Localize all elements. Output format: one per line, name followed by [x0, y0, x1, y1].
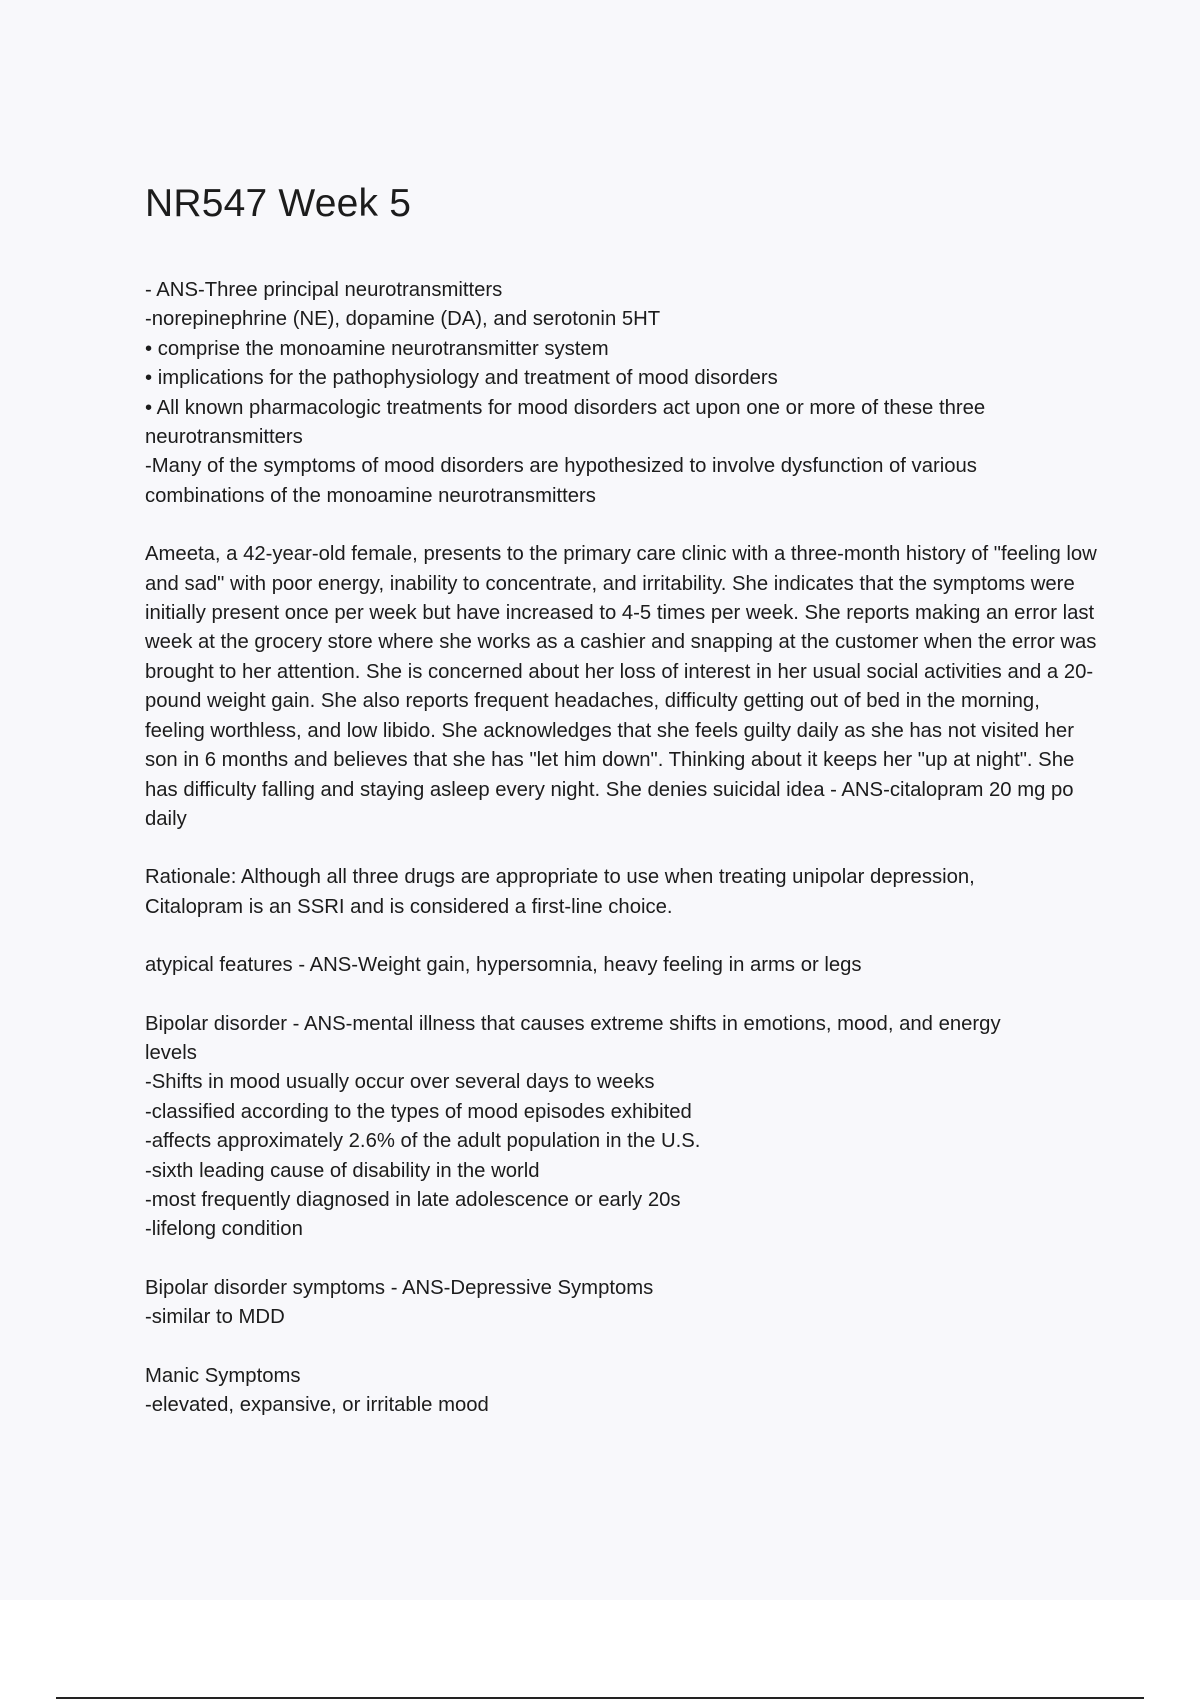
- neurotransmitters-section: [145, 276, 1100, 511]
- text-line: Manic Symptoms: [145, 1364, 301, 1387]
- text-line: -affects approximately 2.6% of the adult population in the U.S.: [145, 1130, 701, 1153]
- text-line: -norepinephrine (NE), dopamine (DA), and serotonin 5HT: [145, 308, 661, 331]
- manic-symptoms-section: [145, 1362, 1100, 1421]
- page-title: NR547 Week 5: [145, 182, 412, 225]
- text-line: -classified according to the types of mood episodes exhibited: [145, 1100, 692, 1123]
- text-line: -Shifts in mood usually occur over several days to weeks: [145, 1071, 655, 1094]
- rationale-section: [145, 863, 1100, 922]
- text-line: combinations of the monoamine neurotransmitters: [145, 484, 596, 507]
- bullet-line: • All known pharmacologic treatments for mood disorders act upon one or more of these three: [145, 396, 986, 419]
- text-line: atypical features - ANS-Weight gain, hypersomnia, heavy feeling in arms or legs: [145, 954, 862, 977]
- bullet-line: • comprise the monoamine neurotransmitter system: [145, 337, 609, 360]
- case-study-section: [145, 540, 1100, 834]
- text-line: Rationale: Although all three drugs are appropriate to use when treating unipolar depression,: [145, 866, 975, 889]
- bipolar-symptoms-section: [145, 1274, 1100, 1333]
- text-line: -sixth leading cause of disability in the world: [145, 1159, 540, 1182]
- text-line: Bipolar disorder - ANS-mental illness that causes extreme shifts in emotions, mood, and energy: [145, 1012, 1001, 1035]
- text-line: Citalopram is an SSRI and is considered a first-line choice.: [145, 895, 673, 918]
- text-line: neurotransmitters: [145, 426, 303, 449]
- text-line: -elevated, expansive, or irritable mood: [145, 1394, 489, 1416]
- text-line: levels: [145, 1041, 197, 1064]
- bipolar-disorder-section: [145, 1010, 1100, 1245]
- case-study-paragraph: Ameeta, a 42-year-old female, presents to the primary care clinic with a three-month history of "feeling low and sad" with poor energy, inability to concentrate, and irritability. She indicates that the symptoms were initially present once per week but have increased to 4-5 times per week. She reports making an error last week at the grocery store where she works as a cashier and snapping at the customer when the error was brought to her attention. She is concerned about her loss of interest in her usual social activities and a 20-pound weight gain. She also reports frequent headaches, difficulty getting out of bed in the morning, feeling worthless, and low libido. She acknowledges that she feels guilty daily as she has not visited her son in 6 months and believes that she has "let him down". Thinking about it keeps her "up at night". She has difficulty falling and staying asleep every night. She denies suicidal idea - ANS-citalopram 20 mg po daily: [145, 543, 1097, 830]
- footer-divider: [56, 1697, 1144, 1699]
- text-line: -similar to MDD: [145, 1306, 285, 1329]
- text-line: -lifelong condition: [145, 1218, 303, 1241]
- text-line: -most frequently diagnosed in late adolescence or early 20s: [145, 1188, 681, 1211]
- bullet-line: • implications for the pathophysiology and treatment of mood disorders: [145, 367, 778, 390]
- text-line: - ANS-Three principal neurotransmitters: [145, 279, 503, 301]
- document-content: [145, 180, 1100, 1449]
- text-line: Bipolar disorder symptoms - ANS-Depressive Symptoms: [145, 1276, 654, 1299]
- atypical-features-section: [145, 951, 1100, 980]
- text-line: -Many of the symptoms of mood disorders are hypothesized to involve dysfunction of various: [145, 455, 977, 478]
